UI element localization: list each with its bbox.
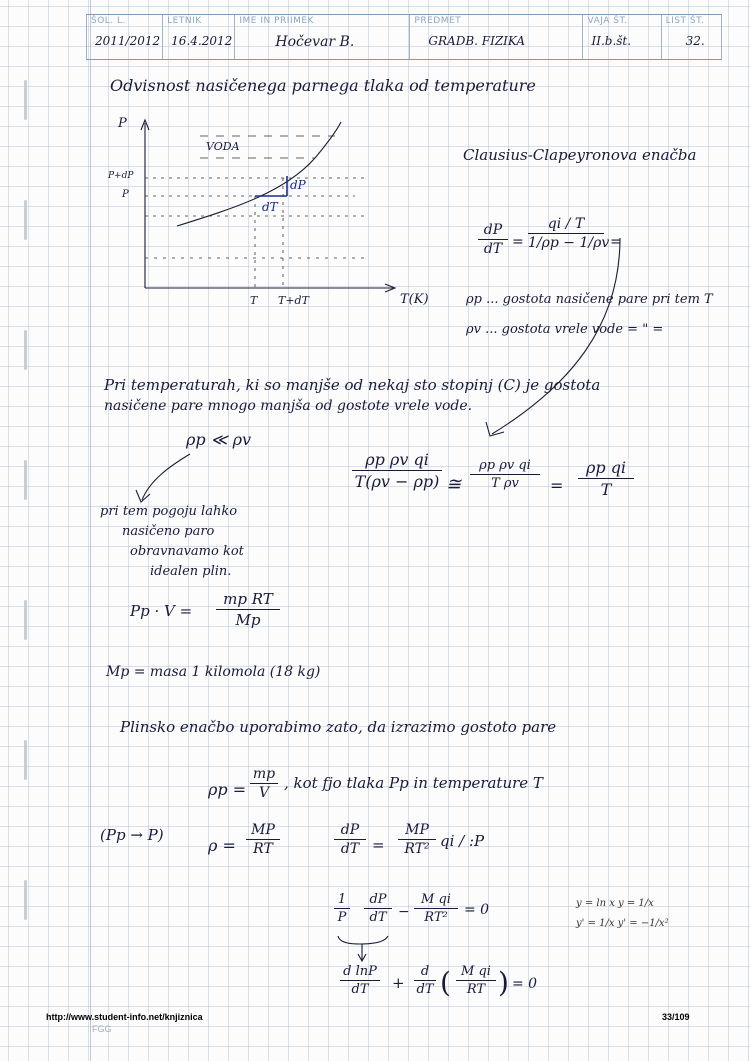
numerator: d lnP [343,964,377,979]
numerator: qi / T [547,216,585,232]
denominator: dT [483,241,503,257]
curved-arrow [470,236,640,446]
substitution-note: (Pp → P) [100,826,164,844]
fraction-bar [250,783,278,784]
rho-lhs: ρ = [208,836,236,855]
y-tick-label: P+dP [108,171,134,181]
definition-liquid-density: ρv ... gostota vrele vode = " = [466,322,664,337]
footer-stamp: FGG [92,1024,112,1034]
inverse-liquid-density: 1/ρv [579,235,610,251]
ideal-gas-text-3: obravnavamo kot [130,544,244,559]
numerator: mp [252,766,276,782]
derivative-note-2: y' = 1/x y' = −1/x² [576,918,669,929]
header-cell [163,15,235,59]
fraction-rho [250,766,278,801]
fraction-bar [334,839,366,840]
gas-equation-sentence: Plinsko enačbo uporabimo zato, da izrazimo gostoto pare [120,718,557,736]
fraction-bar [352,470,442,471]
binder-mark [24,460,27,500]
fraction-bar [456,980,496,981]
header-label: LETNIK [167,16,202,26]
page-title: Odvisnost nasičenega parnega tlaka od temperature [110,76,536,95]
minus-sign: − [398,904,410,920]
denominator: dT [416,982,434,997]
equals-sign: = [610,234,622,250]
fraction-bar [414,980,436,981]
note-line-1: Pri temperaturah, ki so manjše od nekaj sto stopinj (C) je gostota [104,376,601,394]
numerator: MP [251,822,275,838]
ideal-gas-text-1: pri tem pogoju lahko [100,504,238,519]
header-cell [662,15,722,59]
footer-page-number: 33/109 [662,1012,690,1022]
ideal-gas-text-4: idealen plin. [150,564,232,579]
exercise-number: II.b.št. [591,34,632,48]
header-table [86,14,722,60]
numerator: dP [483,222,503,238]
binder-mark [24,80,27,120]
minus-sign: − [563,235,576,251]
fraction-bar [216,609,280,610]
note-line-2: nasičene pare mnogo manjša od gostote vrele vode. [104,398,473,414]
fraction-dP-dT [364,892,392,925]
numerator: mp RT [223,590,273,608]
arrow-head [136,490,150,502]
small-arrow [130,448,200,508]
y-tick-label: P [122,189,129,200]
numerator: ρp ρv qi [479,458,531,473]
binder-mark [24,330,27,370]
open-paren: ( [440,966,451,999]
derivative-note-1: y = ln x y = 1/x [576,898,654,909]
equation-heading: Clausius-Clapeyronova enačba [463,146,697,164]
binder-mark [24,740,27,780]
arrow-head [486,422,504,436]
fraction-Mq-RT2 [414,892,458,925]
equals-sign: = [550,476,564,495]
fraction-approx-1 [352,450,442,491]
inverse-vapor-density: 1/ρp [528,235,559,251]
fraction-approx-3 [578,458,634,499]
numerator: ρp ρv qi [365,450,429,469]
fraction-1-P [334,892,350,925]
rho-description: , kot fjo tlaka Pp in temperature T [284,774,543,792]
school-year: 2011/2012 [95,34,161,48]
author-name: Hočevar B. [275,34,355,50]
brace-arrow [334,934,394,964]
x-tick-label: T+dT [278,294,309,307]
fraction-bar [470,474,540,475]
approx-sign: ≅ [446,474,462,495]
ideal-gas-lhs: Pp · V = [130,602,193,620]
arrow-curve [142,454,190,500]
close-paren: ) [498,966,509,999]
fraction-MP-RT [246,822,280,857]
equation-tail: = 0 [512,976,538,992]
denominator: V [258,785,270,801]
fraction-ideal-gas [216,590,280,629]
binder-mark [24,880,27,920]
equals-sign: = [372,836,385,854]
density-relation: ρp ≪ ρv [186,430,252,449]
fraction-Mq-RT [456,964,496,997]
ideal-gas-text-2: nasičeno paro [122,524,215,539]
plus-sign: + [392,974,405,992]
subject: GRADB. FIZIKA [428,34,526,48]
binder-mark [24,200,27,240]
numerator: M qi [461,964,491,979]
fraction-dP-dT [334,822,366,857]
fraction-bar [528,233,604,234]
numerator: d [420,964,430,979]
denominator: RT² [404,841,430,857]
arrow-curve [492,238,620,434]
denominator: T ρv [491,476,519,491]
x-axis-label: T(K) [400,292,429,307]
y-axis-label: P [118,116,127,131]
numerator: dP [369,892,387,907]
equals-sign: = [512,234,524,250]
definition-vapor-density: ρp ... gostota nasičene pare pri tem T [466,292,713,307]
denominator: dT [351,982,369,997]
binder-mark [24,600,27,640]
header-cell [583,15,661,59]
denominator: RT² [424,910,448,925]
header-label: LIST ŠT. [665,16,705,26]
fraction-d-dT [414,964,436,997]
numerator: 1 [337,892,347,907]
denominator: RT [466,982,486,997]
numerator: MP [405,822,429,838]
equation-tail: = 0 [464,902,490,918]
numerator: dP [340,822,360,838]
fraction-bar [334,908,350,909]
pressure-temperature-graph [105,108,405,318]
date: 16.4.2012 [171,34,233,48]
denominator: Mp [235,611,261,629]
denominator: P [337,910,347,925]
header-label: ŠOL. L. [91,16,126,26]
dP-label: dP [290,178,306,192]
header-cell [86,15,163,59]
underbrace [338,936,388,944]
rho-lhs: ρp = [208,780,247,799]
header-cell [410,15,583,59]
saturation-curve [177,122,341,226]
denominator: dT [369,910,387,925]
x-tick-label: T [250,294,258,307]
denominator: T(ρv − ρp) [354,472,440,491]
header-label: IME IN PRIIMEK [239,16,314,26]
fraction-bar [246,839,280,840]
fraction-bar [414,908,458,909]
fraction-approx-2 [470,458,540,491]
denominator: RT [253,841,273,857]
fraction-MP-RT2 [398,822,436,857]
denominator: dT [340,841,360,857]
sheet-number: 32. [685,34,705,48]
header-label: VAJA ŠT. [587,16,628,26]
dT-label: dT [262,200,278,214]
numerator: ρp qi [585,458,627,477]
header-label: PREDMET [414,16,462,26]
denominator: T [600,480,612,499]
molar-mass-note: Mp = masa 1 kilomola (18 kg) [106,664,321,680]
margin-line [90,0,91,1061]
fraction-bar [364,908,392,909]
fraction-dlnP-dT [340,964,380,997]
fraction-bar [340,980,380,981]
fraction-bar [578,478,634,479]
numerator: M qi [421,892,451,907]
region-label: VODA [206,140,240,153]
equation-tail: qi / :P [440,832,485,850]
header-cell [235,15,410,59]
footer-url[interactable]: http://www.student-info.net/knjiznica [46,1012,203,1022]
fraction-bar [398,839,436,840]
